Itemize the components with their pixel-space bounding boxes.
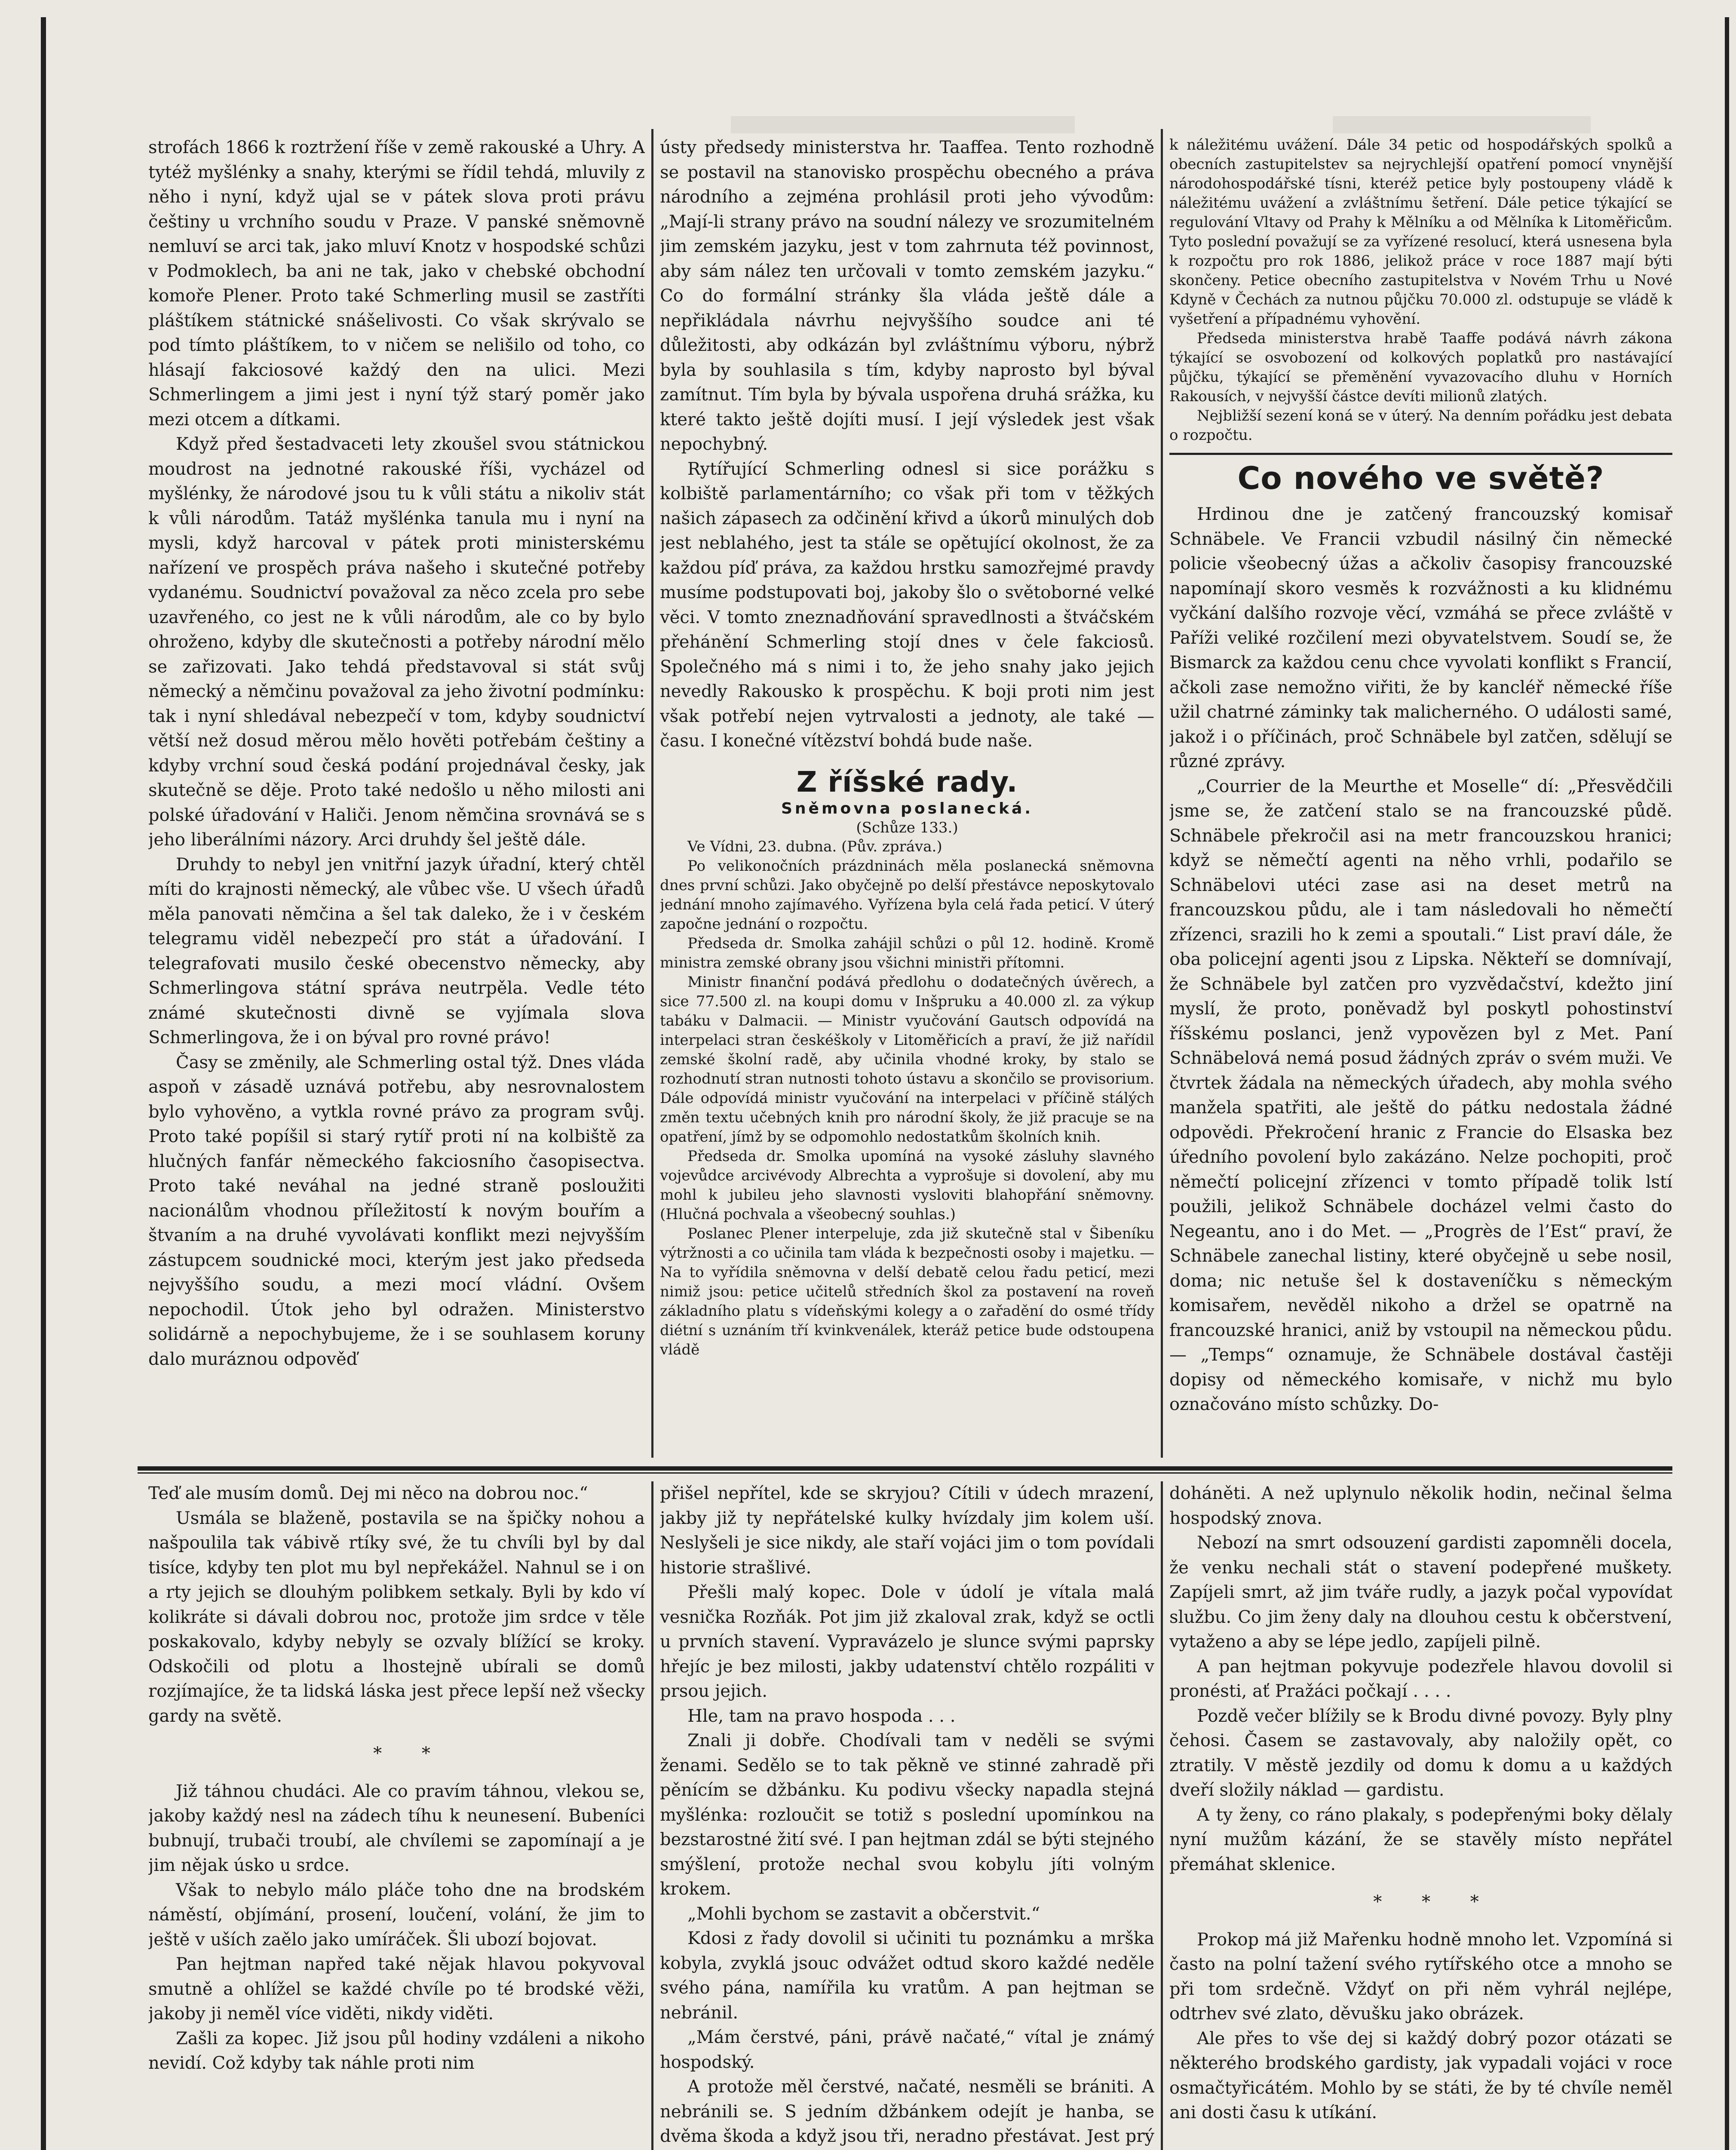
column-divider bbox=[1161, 129, 1163, 1458]
paragraph: Již táhnou chudáci. Ale co pravím táhnou, vlekou se, jakoby každý nesl na zádech tíhu k neunesení. Bubeníci bubnují, trubači troubí, ale chvílemi se zapomínají a je jim nějak úsko u srdce. bbox=[148, 1781, 645, 1875]
paragraph: Teď ale musím domů. Dej mi něco na dobrou noc.“ bbox=[148, 1484, 588, 1503]
paragraph: Rytířující Schmerling odnesl si sice porážku s kolbiště parlamentárního; co však při tom v těžkých našich zápasech za odčinění křivd a úkorů minulých dob jest neblahého, jest ta stále se opětující okolnost, že za každou píď práva, za každou hrstku samozřejmé pravdy musíme podstupovati boj, jakoby šlo o světoborné velké věci. V tomto zneznadňování spravedlnosti a štváčském přehánění Schmerling stojí dnes v čele fakciosů. Společného má s nimi i to, že jeho snahy jako jejich nevedly Rakousko k prospěchu. K boji proti nim jest však potřebí nejen vytrvalosti a jednoty, ale také — času. I konečné vítězství bohdá bude naše. bbox=[660, 459, 1154, 751]
paragraph: Předseda dr. Smolka zahájil schůzi o půl 12. hodině. Kromě ministra zemské obrany jsou všichni ministři přítomni. bbox=[660, 934, 1154, 971]
paragraph: Nejbližší sezení koná se v úterý. Na denním pořádku jest debata o rozpočtu. bbox=[1169, 407, 1672, 444]
paragraph: Znali ji dobře. Chodívali tam v neděli se svými ženami. Sedělo se to tak pěkně ve stinné zahradě při pěnícím se džbánku. Ku podivu všecky napadla stejná myšlénka: rozloučit se totiž s poslední upomínkou na bezstarostné žití své. I pan hejtman zdál se býti stejného smýšlení, protože nechal svou kobylu jíti volným krokem. bbox=[660, 1731, 1154, 1899]
paragraph: „Courrier de la Meurthe et Moselle“ dí: „Přesvědčili jsme se, že zatčení stalo se na francouzské půdě. Schnäbele překročil asi na metr francouzskou hranici; když se němečtí agenti na něho vrhli, podařilo se Schnäbelovi utéci zase asi na deset metrů na francouzskou půdu, ale i tam následovali ho němečtí zřízenci, srazili ho k zemi a spoutali.“ List praví dále, že oba policejní agenti jsou z Lipska. Někteří se domnívají, že Schnäbele byl zatčen pro vyzvědačství, kdežto jiní myslí, že proto, poněvadž byl poskytl pohostinství říšskému poslanci, jenž vypovězen byl z Met. Paní Schnäbelová nemá posud žádných zpráv o svém muži. Ve čtvrtek žádala na německých úřadech, aby mohla svého manžela spatřiti, ale ještě do pátku nedostala žádné odpovědi. Překročení hranic z Francie do Elsaska bez úředního povolení bylo zakázáno. Nelze pochopiti, proč němečtí policejní zřízenci v tomto případě tolik lstí použili, jelikož Schnäbele docházel velmi často do Negeantu, ano i do Met. — „Progrès de l’Est“ praví, že Schnäbele zanechal listiny, které obyčejně u sebe nosil, doma; nic netuše šel k dostaveníčku s německým komisařem, nevěděl nikoho a držel se opatrně na francouzské hranici, aniž by vstoupil na německou půdu. — „Temps“ oznamuje, že Schnäbele dostával častěji dopisy od německého komisaře, v nichž mu bylo označováno místo schůzky. Do- bbox=[1169, 776, 1672, 1414]
section-break: * * bbox=[373, 1744, 448, 1763]
column-divider bbox=[651, 1481, 653, 2150]
column-divider bbox=[1161, 1481, 1163, 2150]
session-number: (Schůze 133.) bbox=[856, 819, 958, 836]
paragraph: Poslanec Plener interpeluje, zda již skutečně stal v Šibeníku výtržnosti a co učinila tam vláda k bezpečnosti osoby i majetku. — Na to vyřídila sněmovna v delší debatě celou řadu peticí, mezi nimiž jsou: petice učitelů středních škol za postavení na roveň základního platu s vídeňskými kolegy a o zařadění do osmé třídy diétní s uznáním tří kvinkvenálek, kteráž petice bude odstoupena vládě bbox=[660, 1225, 1154, 1358]
paragraph: Kdosi z řady dovolil si učiniti tu poznámku a mrška kobyla, zvyklá jsouc odvážet odtud skoro každé neděle svého pána, namířila ku vratům. A pan hejtman se nebránil. bbox=[660, 1929, 1154, 2023]
feuilleton-column-2 bbox=[660, 1481, 1154, 2150]
paragraph: Hle, tam na pravo hospoda . . . bbox=[687, 1706, 956, 1726]
paragraph: strofách 1866 k roztržení říše v země rakouské a Uhry. A tytéž myšlénky a snahy, kterými se řídil tehdá, mluvily z něho i nyní, když ujal se v pátek slova proti právu češtiny u vrchního soudu v Praze. V panské sněmovně nemluví se arci tak, jako mluví Knotz v hospodské schůzi v Podmoklech, ba ani ne tak, jako v chebské obchodní komoře Plener. Proto také Schmerling musil se zastříti pláštíkem státnické snášelivosti. Co však skrývalo se pod tímto pláštíkem, to v ničem se nelišilo od toho, co hlásají fakciosové každý den na ulici. Mezi Schmerlingem a jimi jest i nyní týž starý poměr jako mezi otcem a dítkami. bbox=[148, 138, 645, 430]
section-break: * * * bbox=[1373, 1892, 1496, 1912]
paragraph: ústy předsedy ministerstva hr. Taaffea. Tento rozhodně se postavil na stanovisko prospěchu obecného a práva národního a zejména prohlásil proti jeho vývodům: „Mají-li strany právo na soudní nálezy ve srozumitelném jim zemském jazyku, jest v tom zahrnuta též povinnost, aby sám nález ten určovali v tomto zemském jazyku.“ Co do formální stránky šla vláda ještě dále a nepřikládala návrhu nejvyššího soudce ani té důležitosti, aby odkázán byl zvláštnímu výboru, nýbrž byla by souhlasila s tím, kdyby naprosto byl býval zamítnut. Tím byla by bývala uspořena druhá srážka, ku které takto ještě dojíti musí. I její výsledek jest však nepochybný. bbox=[660, 138, 1154, 454]
paragraph: Předseda dr. Smolka upomíná na vysoké zásluhy slavného vojevůdce arcivévody Albrechta a vyprošuje si dovolení, aby mu mohl k jubileu jeho slavnosti vysloviti blahopřání sněmovny. (Hlučná pochvala a všeobecný souhlas.) bbox=[660, 1147, 1154, 1223]
bleed-through-strip bbox=[1333, 116, 1591, 133]
paragraph: doháněti. A než uplynulo několik hodin, nečinal šelma hospodský znova. bbox=[1169, 1484, 1672, 1528]
paragraph: Hrdinou dne je zatčený francouzský komisař Schnäbele. Ve Francii vzbudil násilný čin německé policie všeobecný úžas a ačkoliv časopisy francouzské napomínají skoro vesměs k rozvážnosti a ku klidnému vyčkání dalšího rozvoje věcí, vzmáhá se přece zvláště v Paříži veliké rozčilení mezi obyvatelstvem. Soudí se, že Bismarck za každou cenu chce vyvolati konflikt s Francií, ačkoli zase nemožno viřiti, že by kancléř německé říše užil chatrné záminky tak malicherného. O události samé, jakož i o příčinách, proč Schnäbele byl zatčen, sdělují se různé zprávy. bbox=[1169, 504, 1672, 771]
feuilleton-column-3 bbox=[1169, 1481, 1672, 2150]
dateline: Ve Vídni, 23. dubna. (Pův. zpráva.) bbox=[687, 838, 942, 855]
section-headline: Z říšské rady. bbox=[796, 765, 1018, 799]
paragraph: Ministr finanční podává předlohu o dodatečných úvěrech, a sice 77.500 zl. na koupi domu v Inšpruku a 40.000 zl. za výkup tabáku v Dalmacii. — Ministr vyučování Gautsch odpovídá na interpelaci stran českéškoly v Litoměřicích a praví, že již nařídil zemské školní radě, aby učinila vhodné kroky, by stalo se rozhodnutí stran nutnosti tohoto ústavu a skončilo se provisorium. Dále odpovídá ministr vyučování na interpelaci v příčině stálých změn textu učebných knih pro národní školy, že již pracuje se na opatření, jímž by se odpomohlo nedostatkům školních knih. bbox=[660, 973, 1154, 1146]
paragraph: Zašli za kopec. Již jsou půl hodiny vzdáleni a nikoho nevidí. Což kdyby tak náhle proti nim bbox=[148, 2028, 645, 2073]
paragraph: Ale přes to vše dej si každý dobrý pozor otázati se některého brodského gardisty, jak vypadali vojáci v roce osmačtyřicátém. Mohlo by se státi, že by té chvíle neměl ani dosti času k utíkání. bbox=[1169, 2028, 1672, 2122]
feuilleton-separator bbox=[138, 1466, 1672, 1471]
paragraph: Prokop má již Mařenku hodně mnoho let. Vzpomíná si často na polní tažení svého rytířského otce a mnoho se při tom srdečně. Vždyť on při něm vyhrál nejlépe, odtrhev své zlato, děvušku jako obrázek. bbox=[1169, 1929, 1672, 2024]
paragraph: A protože měl čerstvé, načaté, nesměli se brániti. A nebránili se. S jedním džbánkem odejít je hanba, se dvěma škoda a když jsou tři, neradno přestávat. Jest prý bbox=[660, 2077, 1154, 2146]
paragraph: Pan hejtman napřed také nějak hlavou pokyvoval smutně a ohlížel se každé chvíle po té brodské věži, jakoby ji neměl více viděti, nikdy viděti. bbox=[148, 1954, 645, 2024]
bleed-through-strip bbox=[731, 116, 1075, 133]
paragraph: přišel nepřítel, kde se skryjou? Cítili v údech mrazení, jakby již ty nepřátelské kulky hvízdaly jim kolem uší. Neslyšeli je sice nikdy, ale staří vojáci jim o tom povídali historie strašlivé. bbox=[660, 1484, 1154, 1578]
paragraph: Časy se změnily, ale Schmerling ostal týž. Dnes vláda aspoň v zásadě uznává potřebu, aby nesrovnalostem bylo vyhověno, a vytkla rovné právo za program svůj. Proto také popíšil si starý rytíř proti ní na kolbiště za hlučných fanfár německého fakciosního časopisectva. Proto také neváhal na jedné straně posloužiti nacionálům vhodnou příležitostí k novým bouřím a štvaním a na druhé vyvolávati konflikt mezi nejvyšším zástupcem soudnické moci, kterým jest jako předseda nejvyššího soudu, a mezi mocí vládní. Ovšem nepochodil. Útok jeho byl odražen. Ministerstvo solidárně a nepochybujeme, že i se souhlasem koruny dalo muráznou odpověď bbox=[148, 1052, 645, 1369]
paragraph: Přešli malý kopec. Dole v údolí je vítala malá vesnička Rozňák. Pot jim již zkaloval zrak, když se octli u prvních stavení. Vypravázelo je slunce svými paprsky hřejíc je bez milosti, jakby udatenství chtělo rozpáliti v prsou jejich. bbox=[660, 1582, 1154, 1701]
political-article-middle bbox=[660, 135, 1154, 1451]
paragraph: k náležitému uvážení. Dále 34 petic od hospodářských spolků a obecních zastupitelstev sa nejrychlejší opatření pomocí vnynější národohospodářské tísni, kteréž petice byly postoupeny vládě k náležitému uvážení a zvláštnímu šetření. Dále petice týkající se regulování Vltavy od Prahy k Mělníku a od Mělníka k Litoměřicům. Tyto poslední považují se za vyřízené resolucí, která usnesena byla k rozpočtu pro rok 1886, jelikož práce v roce 1887 mají býti skončeny. Petice obecního zastupitelstva v Novém Trhu u Nové Kdyně v Čechách za nutnou půjčku 70.000 zl. odstupuje se vládě k vyšetření a případnému vyhovění. bbox=[1169, 136, 1672, 328]
column-divider bbox=[651, 129, 653, 1458]
political-article-left bbox=[148, 135, 645, 1451]
paragraph: Když před šestadvaceti lety zkoušel svou státnickou moudrost na jednotné rakouské říši, vycházel od myšlénky, že národové jsou tu k vůli státu a nikoliv stát k vůli národům. Tatáž myšlénka tanula mu i nyní na mysli, když harcoval v pátek proti ministerskému nařízení ve prospěch práva našeho i skutečné potřeby vydanému. Soudnictví považoval za něco zcela pro sebe uzavřeného, co jest ne k vůli národům, ale co by bylo ohroženo, kdyby dle skutečnosti a potřeby národní mělo se zařizovati. Jako tehdá představoval si stát svůj německý a němčinu považoval za jeho životní podmínku: tak i nyní shledával nebezpečí v tom, kdyby soudnictví větší než dosud měrou mělo hověti potřebám češtiny a kdyby vrchní soud česká podání projednával česky, jak skutečně se děje. Proto také nedošlo u něho milosti ani polské úřadování v Haliči. Jenom němčina srovnává se s jeho liberálními názory. Arci druhdy šel ještě dále. bbox=[148, 434, 645, 850]
paragraph: A ty ženy, co ráno plakaly, s podepřenými boky dělaly nyní mužům kázání, že se stavěly místo nepřátel přemáhat sklenice. bbox=[1169, 1805, 1672, 1874]
paragraph: Pozdě večer blížily se k Brodu divné povozy. Byly plny čehosi. Časem se zastavovaly, aby naložily opět, co ztratily. V městě jezdily od domu k domu a u každých dveří složily náklad — gardistu. bbox=[1169, 1706, 1672, 1800]
paragraph: Nebozí na smrt odsouzení gardisti zapomněli docela, že venku nechali stát o stavení podepřené muškety. Zapíjeli smrt, až jim tváře rudly, a jazyk počal vypovídat službu. Co jim ženy daly na dlouhou cestu k občerstvení, vytaženo a aby se lépe jedlo, zapíjeli pilně. bbox=[1169, 1533, 1672, 1652]
paragraph: Však to nebylo málo pláče toho dne na brodském náměstí, objímání, prosení, loučení, volání, že jim to ještě v uších zaělo jako umíráček. Šli ubozí bojovat. bbox=[148, 1880, 645, 1950]
section-subhead: Sněmovna poslanecká. bbox=[781, 799, 1033, 817]
paragraph: „Mohli bychom se zastavit a občerstvit.“ bbox=[687, 1904, 1040, 1924]
paragraph: Po velikonočních prázdninách měla poslanecká sněmovna dnes první schůzi. Jako obyčejně po delší přestávce neposkytovalo jednání mnoho zajímavého. Vyřízena byla celá řada peticí. V úterý započne jednání o rozpočtu. bbox=[660, 857, 1154, 933]
news-column-right bbox=[1169, 135, 1672, 1451]
paragraph: Předseda ministerstva hrabě Taaffe podává návrh zákona týkající se osvobození od kolkových poplatků pro nastávající půjčku, týkající se přeměnění vyvazovacího dluhu v Horních Rakousích, v nejvyšší částce devíti milionů zlatých. bbox=[1169, 330, 1672, 405]
paragraph: „Mám čerstvé, páni, právě načaté,“ vítal je známý hospodský. bbox=[660, 2027, 1154, 2072]
feuilleton-column-1 bbox=[148, 1481, 645, 2150]
paragraph: Druhdy to nebyl jen vnitřní jazyk úřadní, který chtěl míti do krajnosti německý, ale vůbec vše. U všech úřadů měla panovati němčina a šel tak daleko, že i v českém telegramu viděl nebezpečí pro stát a úřadování. I telegrafovati musilo české obecenstvo německy, aby Schmerlingova státní správa neutrpěla. Vedle této známé skutečnosti divně se vyjímala slova Schmerlingova, že i on býval pro rovné právo! bbox=[148, 854, 645, 1047]
paragraph: A pan hejtman pokyvuje podezřele hlavou dovolil si pronésti, ať Pražáci počkají . . . . bbox=[1169, 1656, 1672, 1701]
feuilleton-separator-thin bbox=[138, 1472, 1672, 1474]
paragraph: Usmála se blaženě, postavila se na špičky nohou a našpoulila tak vábivě rtíky své, že tu chvíli byl by dal tisíce, kdyby ten plot mu byl nepřekážel. Nahnul se i on a rty jejich se dlouhým polibkem setkaly. Byli by kdo ví kolikráte si dávali dobrou noc, protože jim srdce v těle poskakovalo, kdyby nebyly se ozvaly blížící se kroky. Odskočili od plotu a lhostejně ubírali se domů rozjímajíce, že ta lidská láska jest přece lepší než všecky gardy na světě. bbox=[148, 1508, 645, 1726]
section-headline: Co nového ve světě? bbox=[1169, 453, 1672, 499]
